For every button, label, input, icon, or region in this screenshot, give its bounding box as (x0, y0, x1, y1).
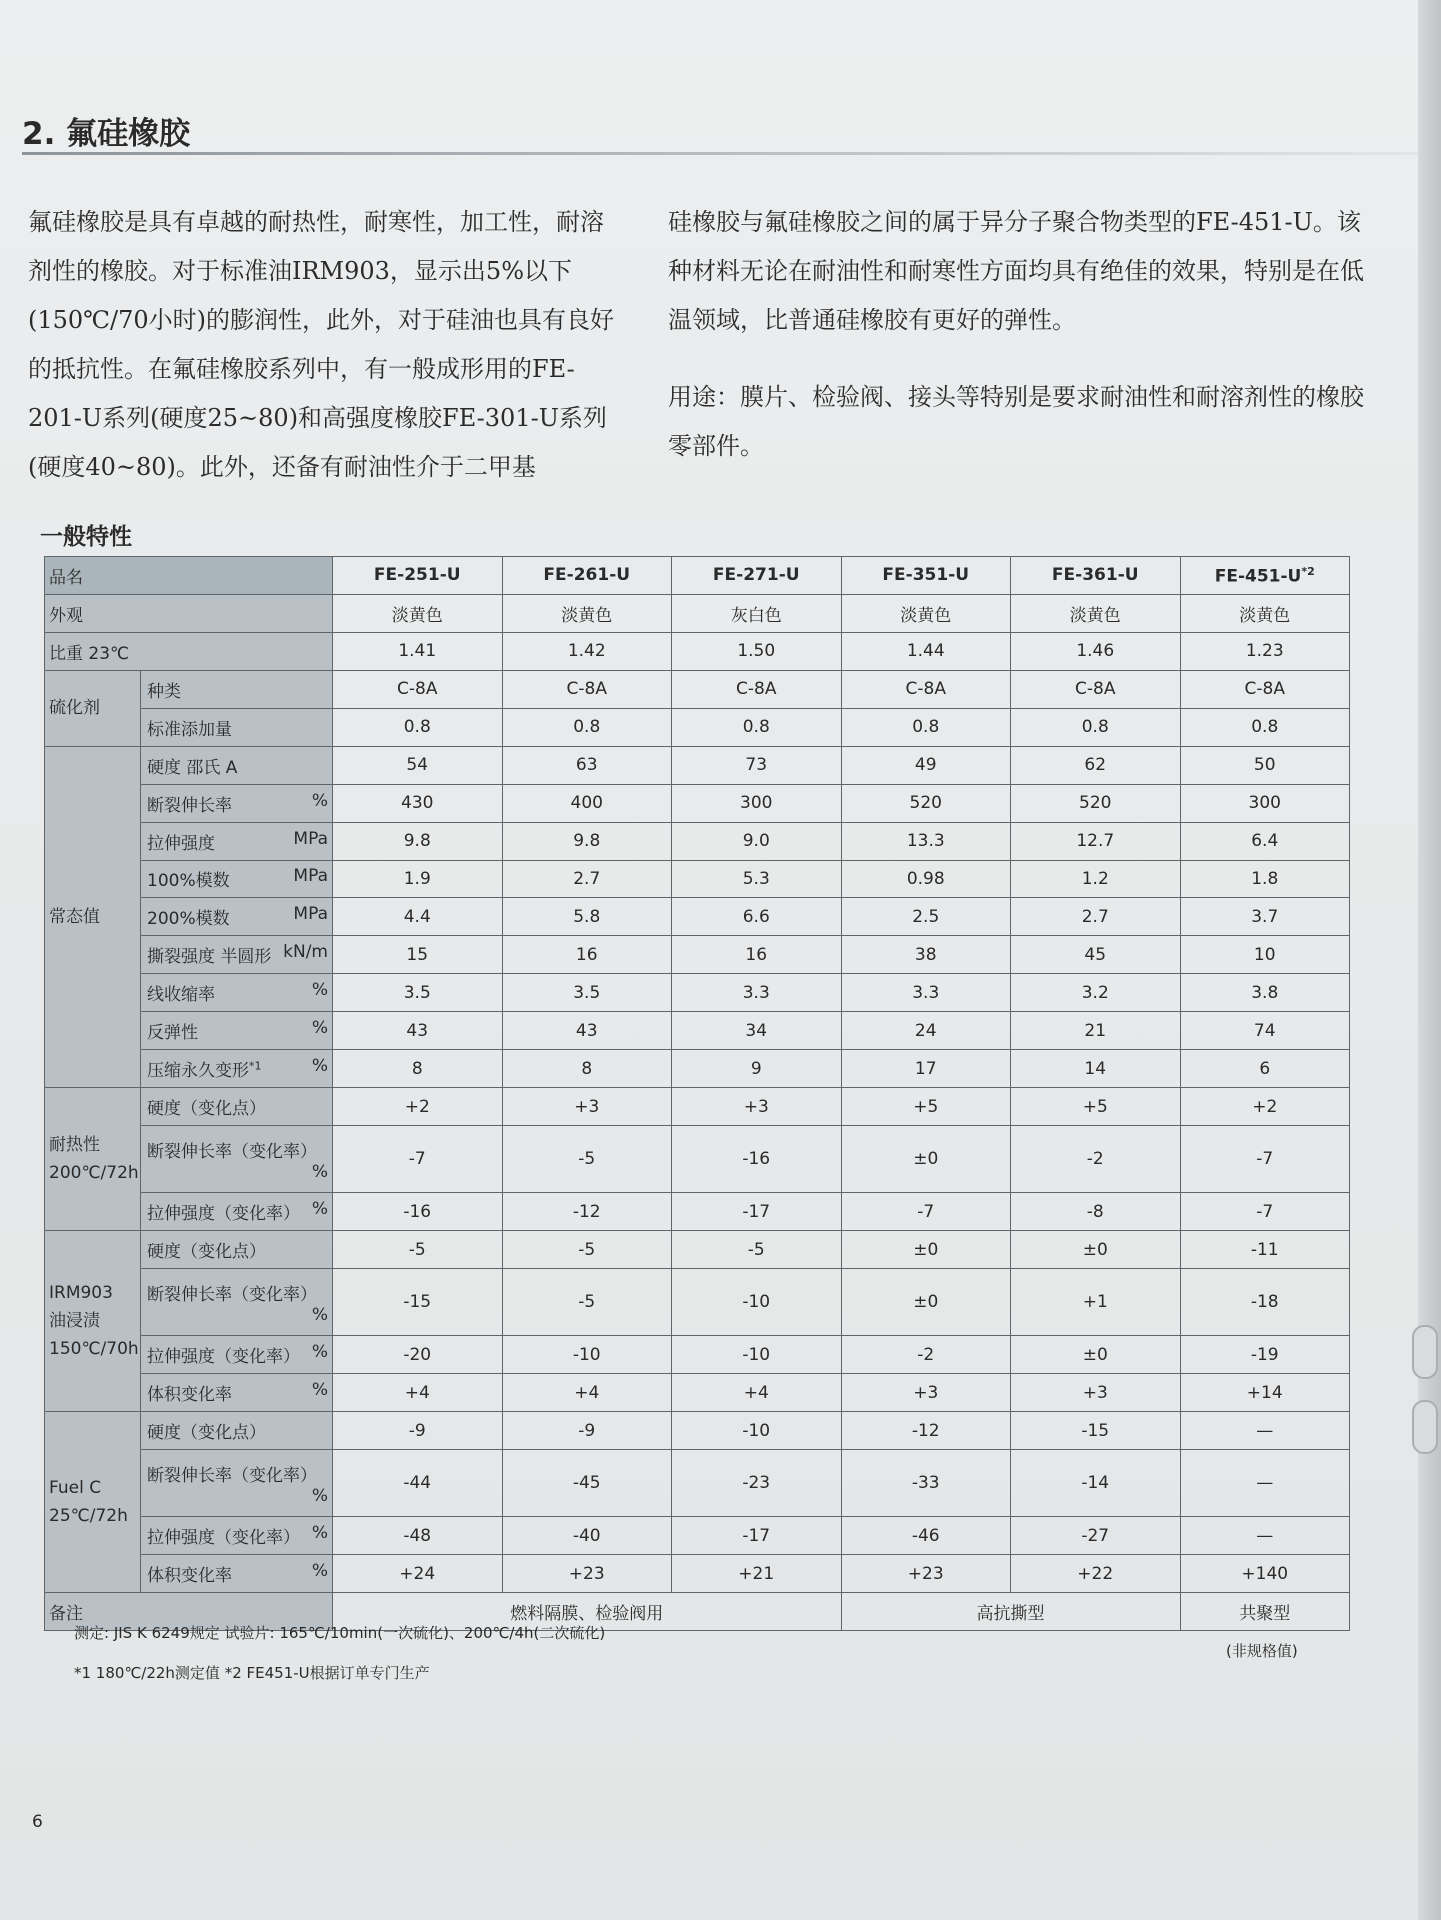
usage-paragraph: 用途：膜片、检验阀、接头等特别是要求耐油性和耐溶剂性的橡胶零部件。 (668, 383, 1364, 460)
table-cell: 24 (841, 1012, 1011, 1050)
sub-label-text: 拉伸强度（变化率） (147, 1347, 300, 1368)
table-cell: C-8A (672, 670, 842, 708)
table-cell: 9.0 (672, 822, 842, 860)
group-label (45, 746, 141, 1087)
group-label-line: IRM903 (49, 1283, 113, 1304)
sub-label (141, 1126, 333, 1193)
table-cell: 3.3 (672, 974, 842, 1012)
table-cell: -11 (1180, 1231, 1350, 1269)
table-cell: +3 (841, 1374, 1011, 1412)
table-cell: 520 (1011, 784, 1181, 822)
table-cell: 6.4 (1180, 822, 1350, 860)
sub-label (141, 708, 333, 746)
group-label-line: 200℃/72h (49, 1163, 139, 1184)
table-cell: 0.8 (1011, 708, 1181, 746)
table-cell: 3.2 (1011, 974, 1181, 1012)
group-label-line: 150℃/70h (49, 1339, 139, 1360)
table-cell: -12 (502, 1193, 672, 1231)
sub-label (141, 1517, 333, 1555)
sub-label (141, 936, 333, 974)
sub-label-text: 压缩永久变形 (147, 1061, 249, 1082)
table-cell: 9 (672, 1050, 842, 1088)
table-cell: 5.8 (502, 898, 672, 936)
table-cell: -5 (502, 1231, 672, 1269)
table-cell: +24 (333, 1555, 503, 1593)
group-label-line: 耐热性 (49, 1135, 100, 1156)
product-name: FE-261-U (543, 565, 631, 586)
table-cell: +22 (1011, 1555, 1181, 1593)
unit-label: % (311, 1380, 328, 1401)
footnotes: *1 180℃/22h测定值 *2 FE451-U根据订单专门生产 (74, 1664, 430, 1682)
table-row (45, 594, 1350, 632)
sub-label-text: 体积变化率 (147, 1385, 232, 1406)
table-row (45, 746, 1350, 784)
title-divider (22, 152, 1422, 155)
product-header (672, 557, 842, 595)
table-cell: -27 (1011, 1517, 1181, 1555)
table-cell: 8 (502, 1050, 672, 1088)
table-row (45, 822, 1350, 860)
table-cell: -12 (841, 1412, 1011, 1450)
sub-label-text: 100%模数 (147, 871, 230, 892)
table-cell: +140 (1180, 1555, 1350, 1593)
table-cell: +4 (502, 1374, 672, 1412)
sub-label (141, 1231, 333, 1269)
sub-label (141, 1374, 333, 1412)
table-cell: +3 (672, 1088, 842, 1126)
table-cell: +2 (1180, 1088, 1350, 1126)
table-row (45, 632, 1350, 670)
sub-label (141, 1088, 333, 1126)
sub-label-text: 拉伸强度（变化率） (147, 1204, 300, 1225)
sub-label-text: 拉伸强度（变化率） (147, 1528, 300, 1549)
table-cell: 63 (502, 746, 672, 784)
sub-label (141, 1050, 333, 1088)
table-cell: +21 (672, 1555, 842, 1593)
sub-label (141, 1193, 333, 1231)
table-cell: -10 (672, 1412, 842, 1450)
table-cell: 430 (333, 784, 503, 822)
group-label (45, 1088, 141, 1231)
table-cell: +4 (672, 1374, 842, 1412)
table-cell: +4 (333, 1374, 503, 1412)
unit-label: % (311, 980, 328, 1001)
table-cell: +1 (1011, 1269, 1181, 1336)
unit-label: % (311, 1342, 328, 1363)
table-cell: 10 (1180, 936, 1350, 974)
table-cell: C-8A (1180, 670, 1350, 708)
sub-label (141, 784, 333, 822)
table-cell: C-8A (1011, 670, 1181, 708)
sub-label (141, 1412, 333, 1450)
unit-label: % (311, 1523, 328, 1544)
sub-label-text: 标准添加量 (147, 719, 232, 740)
table-cell: 73 (672, 746, 842, 784)
table-cell: ±0 (841, 1269, 1011, 1336)
table-cell: 2.7 (1011, 898, 1181, 936)
table-title: 一般特性 (40, 524, 132, 550)
sub-label (141, 1336, 333, 1374)
table-cell: -10 (672, 1336, 842, 1374)
table-cell: +23 (841, 1555, 1011, 1593)
table-cell: 2.7 (502, 860, 672, 898)
sub-label-text: 硬度（变化点） (147, 1242, 266, 1263)
table-cell: -44 (333, 1450, 503, 1517)
table-row (45, 1412, 1350, 1450)
table-cell: 43 (502, 1012, 672, 1050)
product-name: FE-251-U (373, 565, 461, 586)
table-cell: -20 (333, 1336, 503, 1374)
footnote-mark: *1 (249, 1059, 262, 1073)
table-cell: 400 (502, 784, 672, 822)
group-label-line: 硫化剂 (49, 698, 100, 719)
table-cell: 17 (841, 1050, 1011, 1088)
sub-label-text: 撕裂强度 半圆形 (147, 947, 272, 968)
table-cell: 淡黄色 (333, 594, 503, 632)
table-cell: -15 (1011, 1412, 1181, 1450)
remark-cell: 共聚型 (1180, 1593, 1350, 1631)
sub-label (141, 898, 333, 936)
table-cell: 54 (333, 746, 503, 784)
sub-label (141, 670, 333, 708)
table-cell: ±0 (841, 1126, 1011, 1193)
table-row (45, 1374, 1350, 1412)
table-cell: 12.7 (1011, 822, 1181, 860)
sub-label (141, 1450, 333, 1517)
intro-right-column (668, 198, 1368, 499)
table-cell: 3.5 (502, 974, 672, 1012)
table-cell: 1.50 (672, 632, 842, 670)
sub-label-text: 断裂伸长率（变化率） (147, 1465, 317, 1486)
product-header (333, 557, 503, 595)
table-cell: -40 (502, 1517, 672, 1555)
group-label (45, 1231, 141, 1412)
table-cell: 淡黄色 (1011, 594, 1181, 632)
sub-label (141, 1012, 333, 1050)
table-cell: -19 (1180, 1336, 1350, 1374)
table-cell: ±0 (841, 1231, 1011, 1269)
table-row (45, 1269, 1350, 1336)
product-header (502, 557, 672, 595)
table-header-row (45, 557, 1350, 595)
table-cell: 50 (1180, 746, 1350, 784)
table-cell: -5 (502, 1269, 672, 1336)
table-cell: — (1180, 1412, 1350, 1450)
table-cell: -7 (1180, 1126, 1350, 1193)
sub-label (141, 860, 333, 898)
table-row (45, 784, 1350, 822)
table-cell: C-8A (841, 670, 1011, 708)
table-cell: C-8A (333, 670, 503, 708)
table-cell: 0.8 (502, 708, 672, 746)
table-cell: -5 (672, 1231, 842, 1269)
product-name: FE-361-U (1051, 565, 1139, 586)
table-row (45, 1050, 1350, 1088)
table-cell: 淡黄色 (502, 594, 672, 632)
table-cell: 1.2 (1011, 860, 1181, 898)
table-cell: 1.44 (841, 632, 1011, 670)
table-cell: -46 (841, 1517, 1011, 1555)
table-cell: 3.5 (333, 974, 503, 1012)
sub-label (141, 1555, 333, 1593)
table-cell: -5 (333, 1231, 503, 1269)
table-cell: -45 (502, 1450, 672, 1517)
table-row (45, 1012, 1350, 1050)
intro-paragraph: 硅橡胶与氟硅橡胶之间的属于异分子聚合物类型的FE-451-U。该种材料无论在耐油性和耐寒性方面均具有绝佳的效果，特别是在低温领域，比普通硅橡胶有更好的弹性。 (668, 208, 1364, 334)
table-cell: -10 (672, 1269, 842, 1336)
table-cell: 16 (502, 936, 672, 974)
table-cell: 74 (1180, 1012, 1350, 1050)
table-row (45, 936, 1350, 974)
table-cell: 6 (1180, 1050, 1350, 1088)
table-cell: -23 (672, 1450, 842, 1517)
footnote-mark: *2 (1301, 564, 1315, 578)
product-header (841, 557, 1011, 595)
unit-label: % (311, 1561, 328, 1582)
table-cell: 1.41 (333, 632, 503, 670)
table-cell: 4.4 (333, 898, 503, 936)
table-cell: 灰白色 (672, 594, 842, 632)
table-cell: +5 (1011, 1088, 1181, 1126)
table-row (45, 1450, 1350, 1517)
table-cell: -18 (1180, 1269, 1350, 1336)
unit-label: % (311, 1199, 328, 1220)
unit-label: % (311, 790, 328, 811)
intro-left-column (28, 198, 618, 520)
table-cell: 520 (841, 784, 1011, 822)
sub-label-text: 硬度 邵氏 A (147, 757, 238, 778)
table-cell: 13.3 (841, 822, 1011, 860)
unit-label: kN/m (283, 942, 328, 963)
unit-label: % (311, 1018, 328, 1039)
table-cell: -7 (333, 1126, 503, 1193)
table-cell: — (1180, 1517, 1350, 1555)
product-name: FE-451-U (1214, 566, 1302, 587)
table-cell: 34 (672, 1012, 842, 1050)
table-cell: 3.3 (841, 974, 1011, 1012)
table-cell: -14 (1011, 1450, 1181, 1517)
page-number: 6 (32, 1812, 43, 1832)
row-label: 外观 (45, 594, 333, 632)
table-cell: 38 (841, 936, 1011, 974)
table-cell: 1.46 (1011, 632, 1181, 670)
table-cell: +3 (502, 1088, 672, 1126)
table-cell: 45 (1011, 936, 1181, 974)
table-cell: -8 (1011, 1193, 1181, 1231)
sub-label (141, 746, 333, 784)
table-cell: ±0 (1011, 1336, 1181, 1374)
unit-label: % (311, 1485, 328, 1506)
table-cell: -9 (333, 1412, 503, 1450)
table-cell: 9.8 (502, 822, 672, 860)
table-cell: +23 (502, 1555, 672, 1593)
table-row (45, 670, 1350, 708)
unit-label: % (311, 1161, 328, 1182)
table-cell: -7 (1180, 1193, 1350, 1231)
sub-label-text: 断裂伸长率 (147, 795, 232, 816)
unit-label: % (311, 1056, 328, 1077)
table-row (45, 1126, 1350, 1193)
unit-label: MPa (293, 828, 328, 849)
table-cell: 1.9 (333, 860, 503, 898)
table-row (45, 1555, 1350, 1593)
group-label (45, 670, 141, 746)
row-label: 备注 (45, 1593, 333, 1631)
table-cell: -10 (502, 1336, 672, 1374)
sub-label (141, 974, 333, 1012)
measurement-note: 测定: JIS K 6249规定 试验片: 165℃/10min(一次硫化)、200℃/4h(二次硫化) (74, 1624, 606, 1642)
table-cell: -2 (841, 1336, 1011, 1374)
sub-label (141, 822, 333, 860)
table-cell: -33 (841, 1450, 1011, 1517)
binder-ring (1412, 1325, 1438, 1379)
group-label-line: 常态值 (49, 906, 100, 927)
table-cell: 300 (1180, 784, 1350, 822)
table-cell: 1.23 (1180, 632, 1350, 670)
table-row (45, 860, 1350, 898)
properties-table (44, 556, 1350, 1631)
row-label: 比重 23℃ (45, 632, 333, 670)
table-cell: -48 (333, 1517, 503, 1555)
sub-label-text: 拉伸强度 (147, 833, 215, 854)
table-cell: 6.6 (672, 898, 842, 936)
table-cell: 5.3 (672, 860, 842, 898)
header-label: 品名 (45, 557, 333, 595)
section-title: 2. 氟硅橡胶 (22, 116, 191, 152)
table-cell: +14 (1180, 1374, 1350, 1412)
binder-ring (1412, 1400, 1438, 1454)
remark-cell: 燃料隔膜、检验阀用 (333, 1593, 842, 1631)
table-row (45, 1231, 1350, 1269)
table-cell: 49 (841, 746, 1011, 784)
sub-label-text: 断裂伸长率（变化率） (147, 1284, 317, 1305)
table-cell: 1.8 (1180, 860, 1350, 898)
table-row (45, 974, 1350, 1012)
table-cell: 0.8 (333, 708, 503, 746)
sub-label-text: 断裂伸长率（变化率） (147, 1141, 317, 1162)
table-cell: 62 (1011, 746, 1181, 784)
table-cell: 0.8 (841, 708, 1011, 746)
group-label-line: Fuel C (49, 1478, 102, 1499)
group-label-line: 25℃/72h (49, 1506, 128, 1527)
group-label (45, 1412, 141, 1593)
table-row (45, 898, 1350, 936)
table-cell: +2 (333, 1088, 503, 1126)
product-name: FE-351-U (882, 565, 970, 586)
unit-label: MPa (293, 866, 328, 887)
intro-paragraph: 氟硅橡胶是具有卓越的耐热性，耐寒性，加工性，耐溶剂性的橡胶。对于标准油IRM903，显示出5%以下(150℃/70小时)的膨润性，此外，对于硅油也具有良好的抵抗性。在氟硅橡胶系列中，有一般成形用的FE-201-U系列(硬度25~80)和高强度橡胶FE-301-U系列(硬度40~80)。此外，还备有耐油性介于二甲基 (28, 208, 615, 481)
non-spec-note: (非规格值) (1226, 1642, 1298, 1660)
binding-edge (1418, 0, 1441, 1920)
table-row (45, 1517, 1350, 1555)
table-cell: +5 (841, 1088, 1011, 1126)
sub-label-text: 200%模数 (147, 909, 230, 930)
table-cell: 43 (333, 1012, 503, 1050)
product-header (1180, 557, 1350, 595)
sub-label (141, 1269, 333, 1336)
table-cell: ±0 (1011, 1231, 1181, 1269)
table-cell: 淡黄色 (1180, 594, 1350, 632)
table-row (45, 1336, 1350, 1374)
table-row (45, 1088, 1350, 1126)
sub-label-text: 线收缩率 (147, 985, 215, 1006)
table-cell: 14 (1011, 1050, 1181, 1088)
table-cell: 0.8 (1180, 708, 1350, 746)
table-cell: 淡黄色 (841, 594, 1011, 632)
sub-label-text: 反弹性 (147, 1023, 198, 1044)
table-cell: 15 (333, 936, 503, 974)
unit-label: MPa (293, 904, 328, 925)
sub-label-text: 硬度（变化点） (147, 1099, 266, 1120)
table-cell: — (1180, 1450, 1350, 1517)
table-cell: 3.7 (1180, 898, 1350, 936)
product-name: FE-271-U (712, 565, 800, 586)
table-cell: 2.5 (841, 898, 1011, 936)
table-cell: -5 (502, 1126, 672, 1193)
table-cell: -17 (672, 1517, 842, 1555)
remark-cell: 高抗撕型 (841, 1593, 1180, 1631)
table-cell: -16 (333, 1193, 503, 1231)
table-cell: -9 (502, 1412, 672, 1450)
table-cell: 16 (672, 936, 842, 974)
table-cell: -2 (1011, 1126, 1181, 1193)
table-cell: 21 (1011, 1012, 1181, 1050)
product-header (1011, 557, 1181, 595)
group-label-line: 油浸渍 (49, 1311, 100, 1332)
table-cell: 0.8 (672, 708, 842, 746)
table-cell: 9.8 (333, 822, 503, 860)
table-cell: 3.8 (1180, 974, 1350, 1012)
table-cell: +3 (1011, 1374, 1181, 1412)
table-row (45, 708, 1350, 746)
sub-label-text: 体积变化率 (147, 1566, 232, 1587)
table-cell: -15 (333, 1269, 503, 1336)
table-cell: 8 (333, 1050, 503, 1088)
table-cell: 0.98 (841, 860, 1011, 898)
unit-label: % (311, 1304, 328, 1325)
table-cell: -16 (672, 1126, 842, 1193)
table-row (45, 1193, 1350, 1231)
table-cell: 300 (672, 784, 842, 822)
table-cell: C-8A (502, 670, 672, 708)
sub-label-text: 种类 (147, 681, 181, 702)
table-cell: -17 (672, 1193, 842, 1231)
table-cell: 1.42 (502, 632, 672, 670)
sub-label-text: 硬度（变化点） (147, 1423, 266, 1444)
table-cell: -7 (841, 1193, 1011, 1231)
